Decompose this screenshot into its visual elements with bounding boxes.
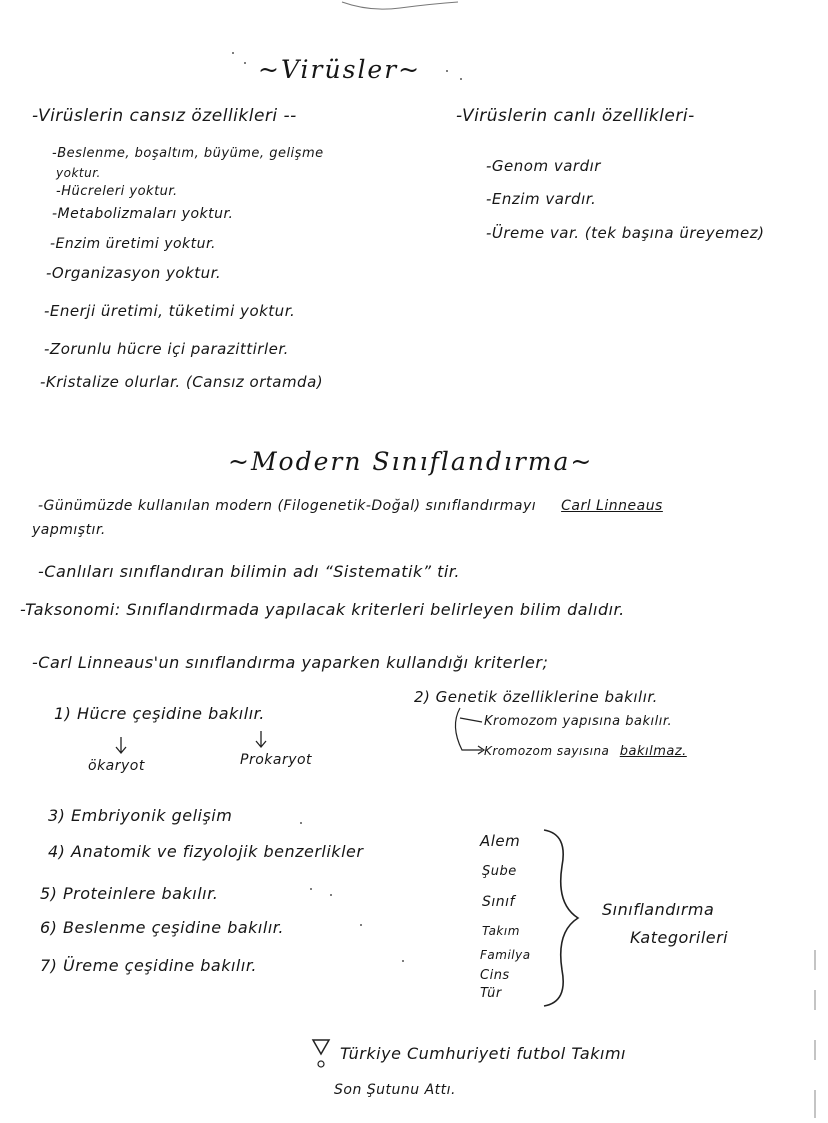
categories-label-1: Sınıflandırma bbox=[602, 900, 715, 919]
category-item: Şube bbox=[482, 864, 517, 879]
list-item: yoktur. bbox=[56, 166, 101, 180]
list-item: -Organizasyon yoktur. bbox=[46, 264, 222, 282]
list-item: 3) Embriyonik gelişim bbox=[48, 806, 233, 825]
viruses-title: ~Virüsler~ bbox=[258, 55, 422, 84]
criteria-intro: -Carl Linneaus'un sınıflandırma yaparken kullandığı kriterler; bbox=[32, 653, 549, 672]
criterion-2: 2) Genetik özelliklerine bakılır. bbox=[414, 688, 658, 706]
category-item: Cins bbox=[480, 968, 510, 983]
branch-arrow-icon bbox=[448, 706, 488, 758]
systematic-line: -Canlıları sınıflandıran bilimin adı “Sistematik” tir. bbox=[38, 562, 460, 581]
list-item: -Enzim üretimi yoktur. bbox=[50, 236, 216, 252]
mnemonic-line-1: Türkiye Cumhuriyeti futbol Takımı bbox=[340, 1044, 626, 1063]
category-item: Alem bbox=[480, 832, 521, 850]
curly-brace-icon bbox=[538, 826, 588, 1010]
category-item: Familya bbox=[480, 948, 531, 962]
list-item: -Genom vardır bbox=[486, 157, 601, 175]
category-item: Tür bbox=[480, 986, 502, 1001]
list-item: -Enerji üretimi, tüketimi yoktur. bbox=[44, 302, 296, 320]
margin-mark-icon bbox=[808, 950, 822, 1120]
list-item: -Beslenme, boşaltım, büyüme, gelişme bbox=[52, 146, 324, 161]
criterion-1-prokaryote: Prokaryot bbox=[240, 752, 313, 768]
criterion-2-structure: Kromozom yapısına bakılır. bbox=[484, 714, 673, 729]
list-item: 6) Beslenme çeşidine bakılır. bbox=[40, 918, 284, 937]
arrow-down-icon bbox=[254, 730, 268, 750]
criterion-2-count-text: Kromozom sayısına bbox=[484, 744, 610, 758]
heart-icon bbox=[310, 1036, 332, 1070]
arrow-down-icon bbox=[114, 736, 128, 756]
criterion-2-emphasis: bakılmaz. bbox=[619, 744, 687, 759]
criterion-1-eukaryote: ökaryot bbox=[88, 758, 145, 774]
categories-label-2: Kategorileri bbox=[630, 928, 729, 947]
top-scribble-icon bbox=[340, 0, 460, 14]
list-item: -Üreme var. (tek başına üreyemez) bbox=[486, 224, 765, 242]
living-header: -Virüslerin canlı özellikleri- bbox=[456, 106, 695, 126]
intro-line bbox=[38, 498, 663, 514]
list-item: -Zorunlu hücre içi parazittirler. bbox=[44, 340, 289, 358]
list-item: -Enzim vardır. bbox=[486, 190, 597, 208]
intro-text: -Günümüzde kullanılan modern (Filogenetik-Doğal) sınıflandırmayı bbox=[38, 498, 537, 514]
category-item: Takım bbox=[482, 924, 520, 938]
taxonomy-line: -Taksonomi: Sınıflandırmada yapılacak kriterleri belirleyen bilim dalıdır. bbox=[20, 600, 625, 619]
criterion-2-count bbox=[484, 744, 687, 759]
list-item: -Hücreleri yoktur. bbox=[56, 184, 178, 199]
linneaus-name: Carl Linneaus bbox=[561, 498, 663, 514]
list-item: -Kristalize olurlar. (Cansız ortamda) bbox=[40, 373, 324, 391]
classification-title: ~Modern Sınıflandırma~ bbox=[228, 447, 594, 476]
mnemonic-line-2: Son Şutunu Attı. bbox=[334, 1082, 456, 1098]
category-item: Sınıf bbox=[482, 894, 515, 910]
list-item: 4) Anatomik ve fizyolojik benzerlikler bbox=[48, 842, 364, 861]
list-item: -Metabolizmaları yoktur. bbox=[52, 206, 234, 222]
list-item: 5) Proteinlere bakılır. bbox=[40, 884, 219, 903]
intro-line-end: yapmıştır. bbox=[32, 522, 106, 538]
criterion-1: 1) Hücre çeşidine bakılır. bbox=[54, 704, 265, 723]
list-item: 7) Üreme çeşidine bakılır. bbox=[40, 956, 258, 975]
nonliving-header: -Virüslerin cansız özellikleri -- bbox=[32, 106, 297, 126]
